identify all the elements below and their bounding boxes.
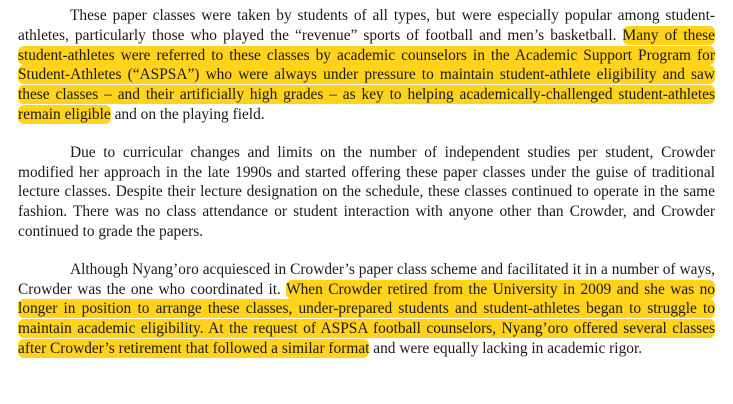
- paragraph-1-tail: and on the playing field.: [110, 105, 265, 123]
- paragraph-2-text: Due to curricular changes and limits on the number of independent studies per student, Crowder modified her approach in the late 1990s and started offering these paper classes under the guise of traditional lecture classes. Despite their lecture designation on the schedule, these classes continued to operate in the same fashion. There was no class attendance or student interaction with anyone other than Crowder, and Crowder continued to grade the papers.: [18, 143, 715, 240]
- paragraph-3-highlight: When Crowder retired from the University in 2009 and she was no longer in position to arrange these classes, under-prepared students and student-athletes began to struggle to maintain academic eligibility. At the request of ASPSA football counselors, Nyang’oro offered several classes after Crowder’s retirement that followed a similar format: [18, 280, 715, 357]
- paragraph-2: [18, 143, 715, 242]
- paragraph-3: [18, 260, 715, 359]
- document-page: [18, 6, 715, 377]
- paragraph-1: [18, 6, 715, 125]
- paragraph-1-highlight: Many of these student-athletes were referred to these classes by academic counselors in the Academic Support Program for Student-Athletes (“ASPSA”) who were always under pressure to maintain student-athlete eligibility and saw these classes – and their artificially high grades – as key to helping academically-challenged student-athletes remain eligible: [18, 26, 715, 123]
- paragraph-3-tail: and were equally lacking in academic rigor.: [369, 339, 643, 357]
- paragraph-1-text: These paper classes were taken by students of all types, but were especially popular among student-athletes, particularly those who played the “revenue” sports of football and men’s basketball.: [18, 7, 715, 44]
- paragraph-3-text: Although Nyang’oro acquiesced in Crowder’s paper class scheme and facilitated it in a number of ways, Crowder was the one who coordinated it.: [18, 260, 715, 298]
